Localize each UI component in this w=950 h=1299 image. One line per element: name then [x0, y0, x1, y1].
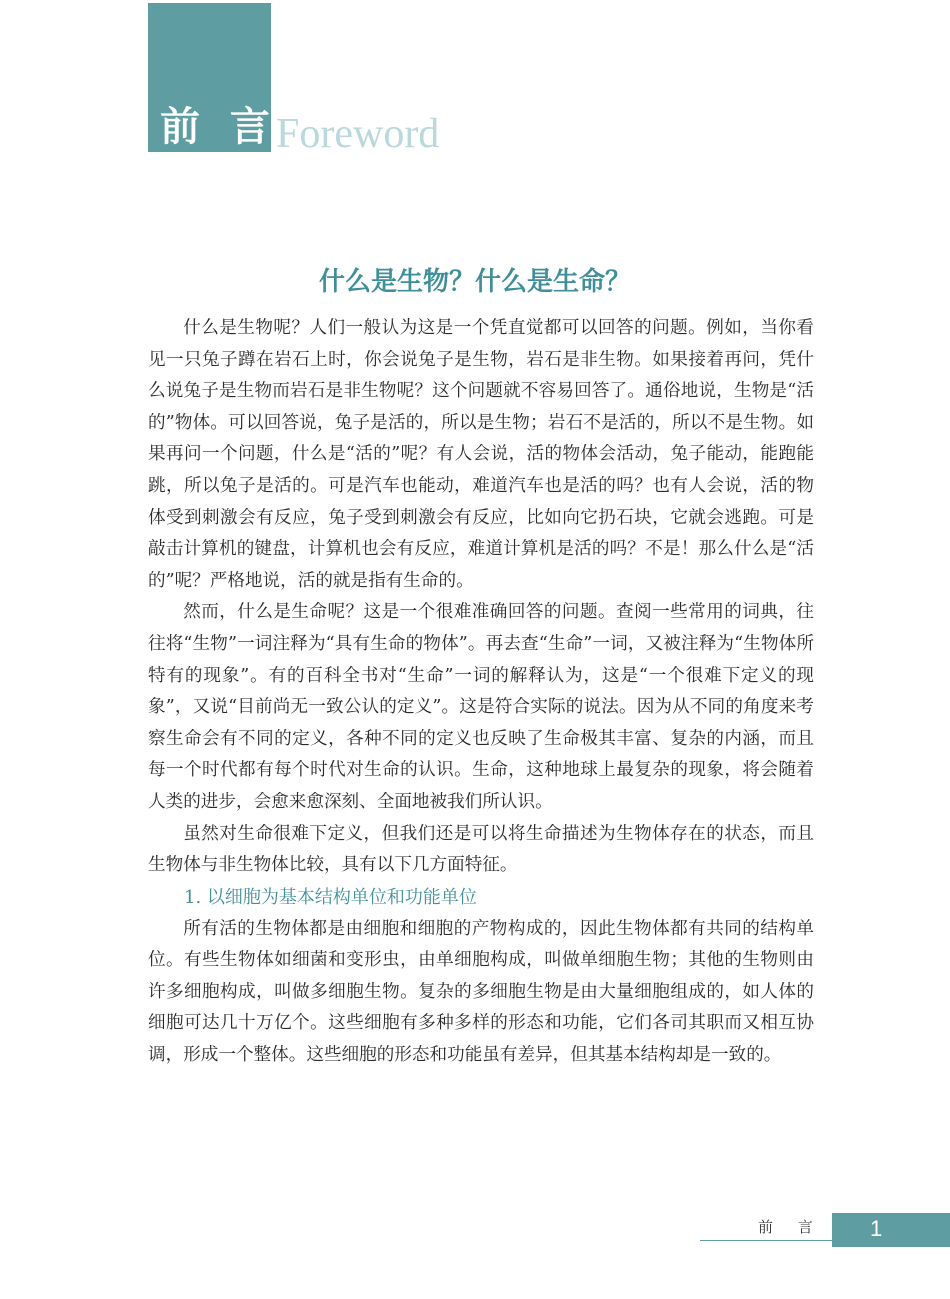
page-number: 1	[870, 1216, 883, 1241]
footer-section-label: 前 言	[758, 1218, 823, 1236]
section-heading: 1. 以细胞为基本结构单位和功能单位	[184, 886, 477, 908]
chapter-title-english: Foreword	[276, 111, 440, 157]
paragraph: 虽然对生命很难下定义，但我们还是可以将生命描述为生物体存在的状态，而且生物体与非生物体比较，具有以下几方面特征。	[148, 823, 814, 876]
footer-rule	[700, 1240, 832, 1241]
article-body	[148, 313, 814, 1072]
paragraph: 什么是生物呢？人们一般认为这是一个凭直觉都可以回答的问题。例如，当你看见一只兔子蹲在岩石上时，你会说兔子是生物，岩石是非生物。如果接着再问，凭什么说兔子是生物而岩石是非生物呢？这个问题就不容易回答了。通俗地说，生物是“活的”物体。可以回答说，兔子是活的，所以是生物；岩石不是活的，所以不是生物。如果再问一个问题，什么是“活的”呢？有人会说，活的物体会活动，兔子能动，能跑能跳，所以兔子是活的。可是汽车也能动，难道汽车也是活的吗？也有人会说，活的物体受到刺激会有反应，兔子受到刺激会有反应，比如向它扔石块，它就会逃跑。可是敲击计算机的键盘，计算机也会有反应，难道计算机是活的吗？不是！那么什么是“活的”呢？严格地说，活的就是指有生命的。	[148, 318, 814, 591]
article-title: 什么是生物？什么是生命？	[318, 267, 631, 297]
paragraph: 所有活的生物体都是由细胞和细胞的产物构成的，因此生物体都有共同的结构单位。有些生物体如细菌和变形虫，由单细胞构成，叫做单细胞生物；其他的生物则由许多细胞构成，叫做多细胞生物。复杂的多细胞生物是由大量细胞组成的，如人体的细胞可达几十万亿个。这些细胞有多种多样的形态和功能，它们各司其职而又相互协调，形成一个整体。这些细胞的形态和功能虽有差异，但其基本结构却是一致的。	[148, 918, 814, 1066]
paragraph: 然而，什么是生命呢？这是一个很难准确回答的问题。查阅一些常用的词典，往往将“生物”一词注释为“具有生命的物体”。再去查“生命”一词，又被注释为“生物体所特有的现象”。有的百科全书对“生命”一词的解释认为，这是“一个很难下定义的现象”，又说“目前尚无一致公认的定义”。这是符合实际的说法。因为从不同的角度来考察生命会有不同的定义，各种不同的定义也反映了生命极其丰富、复杂的内涵，而且每一个时代都有每个时代对生命的认识。生命，这种地球上最复杂的现象，将会随着人类的进步，会愈来愈深刻、全面地被我们所认识。	[148, 602, 814, 812]
chapter-title-chinese: 前 言	[160, 103, 278, 150]
page-number-box	[832, 1213, 950, 1247]
